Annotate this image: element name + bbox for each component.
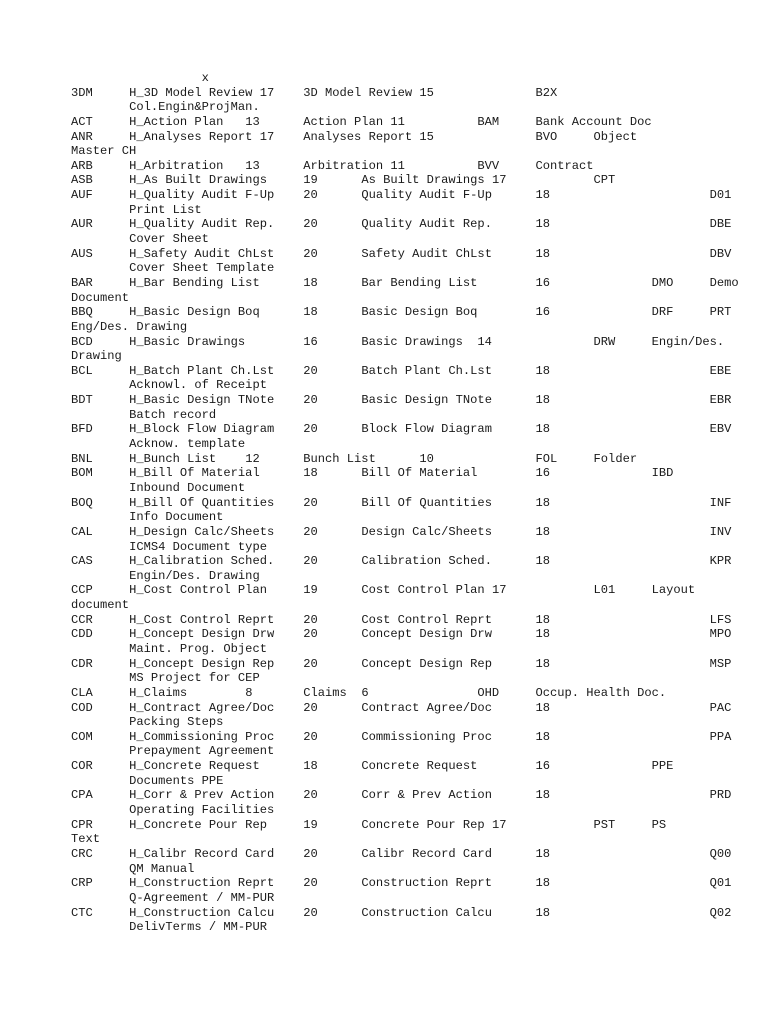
text-line: CPA H_Corr & Prev Action 20 Corr & Prev Action 18 PRD (71, 788, 732, 803)
text-line: 3DM H_3D Model Review 17 3D Model Review 15 B2X (71, 85, 558, 100)
text-line: BOM H_Bill Of Material 18 Bill Of Material 16 IBD (71, 466, 674, 481)
text-line: Print List (71, 202, 202, 217)
text-line: MS Project for CEP (71, 671, 260, 686)
text-line: ACT H_Action Plan 13 Action Plan 11 BAM Bank Account Doc (71, 114, 652, 129)
text-line: Col.Engin&ProjMan. (71, 100, 260, 115)
text-line: AUF H_Quality Audit F-Up 20 Quality Audit F-Up 18 D01 (71, 188, 732, 203)
text-line: Cover Sheet Template (71, 261, 275, 276)
text-line: ICMS4 Document type (71, 539, 267, 554)
text-line: Operating Facilities (71, 803, 275, 818)
text-line: CTC H_Construction Calcu 20 Construction Calcu 18 Q02 (71, 905, 732, 920)
text-line: BDT H_Basic Design TNote 20 Basic Design TNote 18 EBR (71, 393, 732, 408)
document-text (71, 71, 761, 935)
text-line: ANR H_Analyses Report 17 Analyses Report 15 BVO Object (71, 129, 638, 144)
text-line: BBQ H_Basic Design Boq 18 Basic Design Boq 16 DRF PRT (71, 305, 732, 320)
text-line: COM H_Commissioning Proc 20 Commissioning Proc 18 PPA (71, 729, 732, 744)
text-line: Acknowl. of Receipt (71, 378, 267, 393)
text-line: Prepayment Agreement (71, 744, 275, 759)
text-line: Master CH (71, 144, 137, 159)
text-line: Drawing (71, 349, 122, 364)
text-line: COR H_Concrete Request 18 Concrete Request 16 PPE (71, 759, 674, 774)
text-line: document (71, 598, 130, 613)
text-line: CRC H_Calibr Record Card 20 Calibr Record Card 18 Q00 (71, 846, 732, 861)
text-line: Acknow. template (71, 437, 246, 452)
text-line: DelivTerms / MM-PUR (71, 920, 267, 935)
text-line: Batch record (71, 407, 217, 422)
text-line: ASB H_As Built Drawings 19 As Built Drawings 17 CPT (71, 173, 616, 188)
text-line: Info Document (71, 510, 224, 525)
text-line: Packing Steps (71, 715, 224, 730)
text-line: CLA H_Claims 8 Claims 6 OHD Occup. Health Doc. (71, 685, 667, 700)
text-line: ARB H_Arbitration 13 Arbitration 11 BVV Contract (71, 158, 594, 173)
text-line: CCP H_Cost Control Plan 19 Cost Control Plan 17 L01 Layout (71, 583, 696, 598)
text-line: Engin/Des. Drawing (71, 568, 260, 583)
text-line: BAR H_Bar Bending List 18 Bar Bending List 16 DMO Demo (71, 275, 739, 290)
text-line: CPR H_Concrete Pour Rep 19 Concrete Pour Rep 17 PST PS (71, 817, 667, 832)
text-line: BOQ H_Bill Of Quantities 20 Bill Of Quantities 18 INF (71, 495, 732, 510)
text-line: AUR H_Quality Audit Rep. 20 Quality Audit Rep. 18 DBE (71, 217, 732, 232)
text-line: BCD H_Basic Drawings 16 Basic Drawings 14 DRW Engin/Des. (71, 334, 725, 349)
text-line: CAS H_Calibration Sched. 20 Calibration Sched. 18 KPR (71, 554, 732, 569)
text-line: BFD H_Block Flow Diagram 20 Block Flow Diagram 18 EBV (71, 422, 732, 437)
text-line: Maint. Prog. Object (71, 641, 267, 656)
text-line: x (71, 71, 209, 85)
text-line: CDD H_Concept Design Drw 20 Concept Design Drw 18 MPO (71, 627, 732, 642)
text-line: Cover Sheet (71, 232, 209, 247)
text-line: Text (71, 832, 101, 847)
text-line: CCR H_Cost Control Reprt 20 Cost Control Reprt 18 LFS (71, 612, 732, 627)
text-line: QM Manual (71, 861, 195, 876)
text-line: AUS H_Safety Audit ChLst 20 Safety Audit ChLst 18 DBV (71, 246, 732, 261)
text-line: Document (71, 290, 130, 305)
text-line: CRP H_Construction Reprt 20 Construction Reprt 18 Q01 (71, 876, 732, 891)
text-line: BCL H_Batch Plant Ch.Lst 20 Batch Plant Ch.Lst 18 EBE (71, 363, 732, 378)
text-line: Eng/Des. Drawing (71, 319, 188, 334)
text-line: Documents PPE (71, 773, 224, 788)
text-line: CDR H_Concept Design Rep 20 Concept Design Rep 18 MSP (71, 656, 732, 671)
text-line: BNL H_Bunch List 12 Bunch List 10 FOL Folder (71, 451, 638, 466)
text-line: CAL H_Design Calc/Sheets 20 Design Calc/Sheets 18 INV (71, 524, 732, 539)
text-line: COD H_Contract Agree/Doc 20 Contract Agree/Doc 18 PAC (71, 700, 732, 715)
text-line: Inbound Document (71, 480, 246, 495)
text-line: Q-Agreement / MM-PUR (71, 890, 275, 905)
